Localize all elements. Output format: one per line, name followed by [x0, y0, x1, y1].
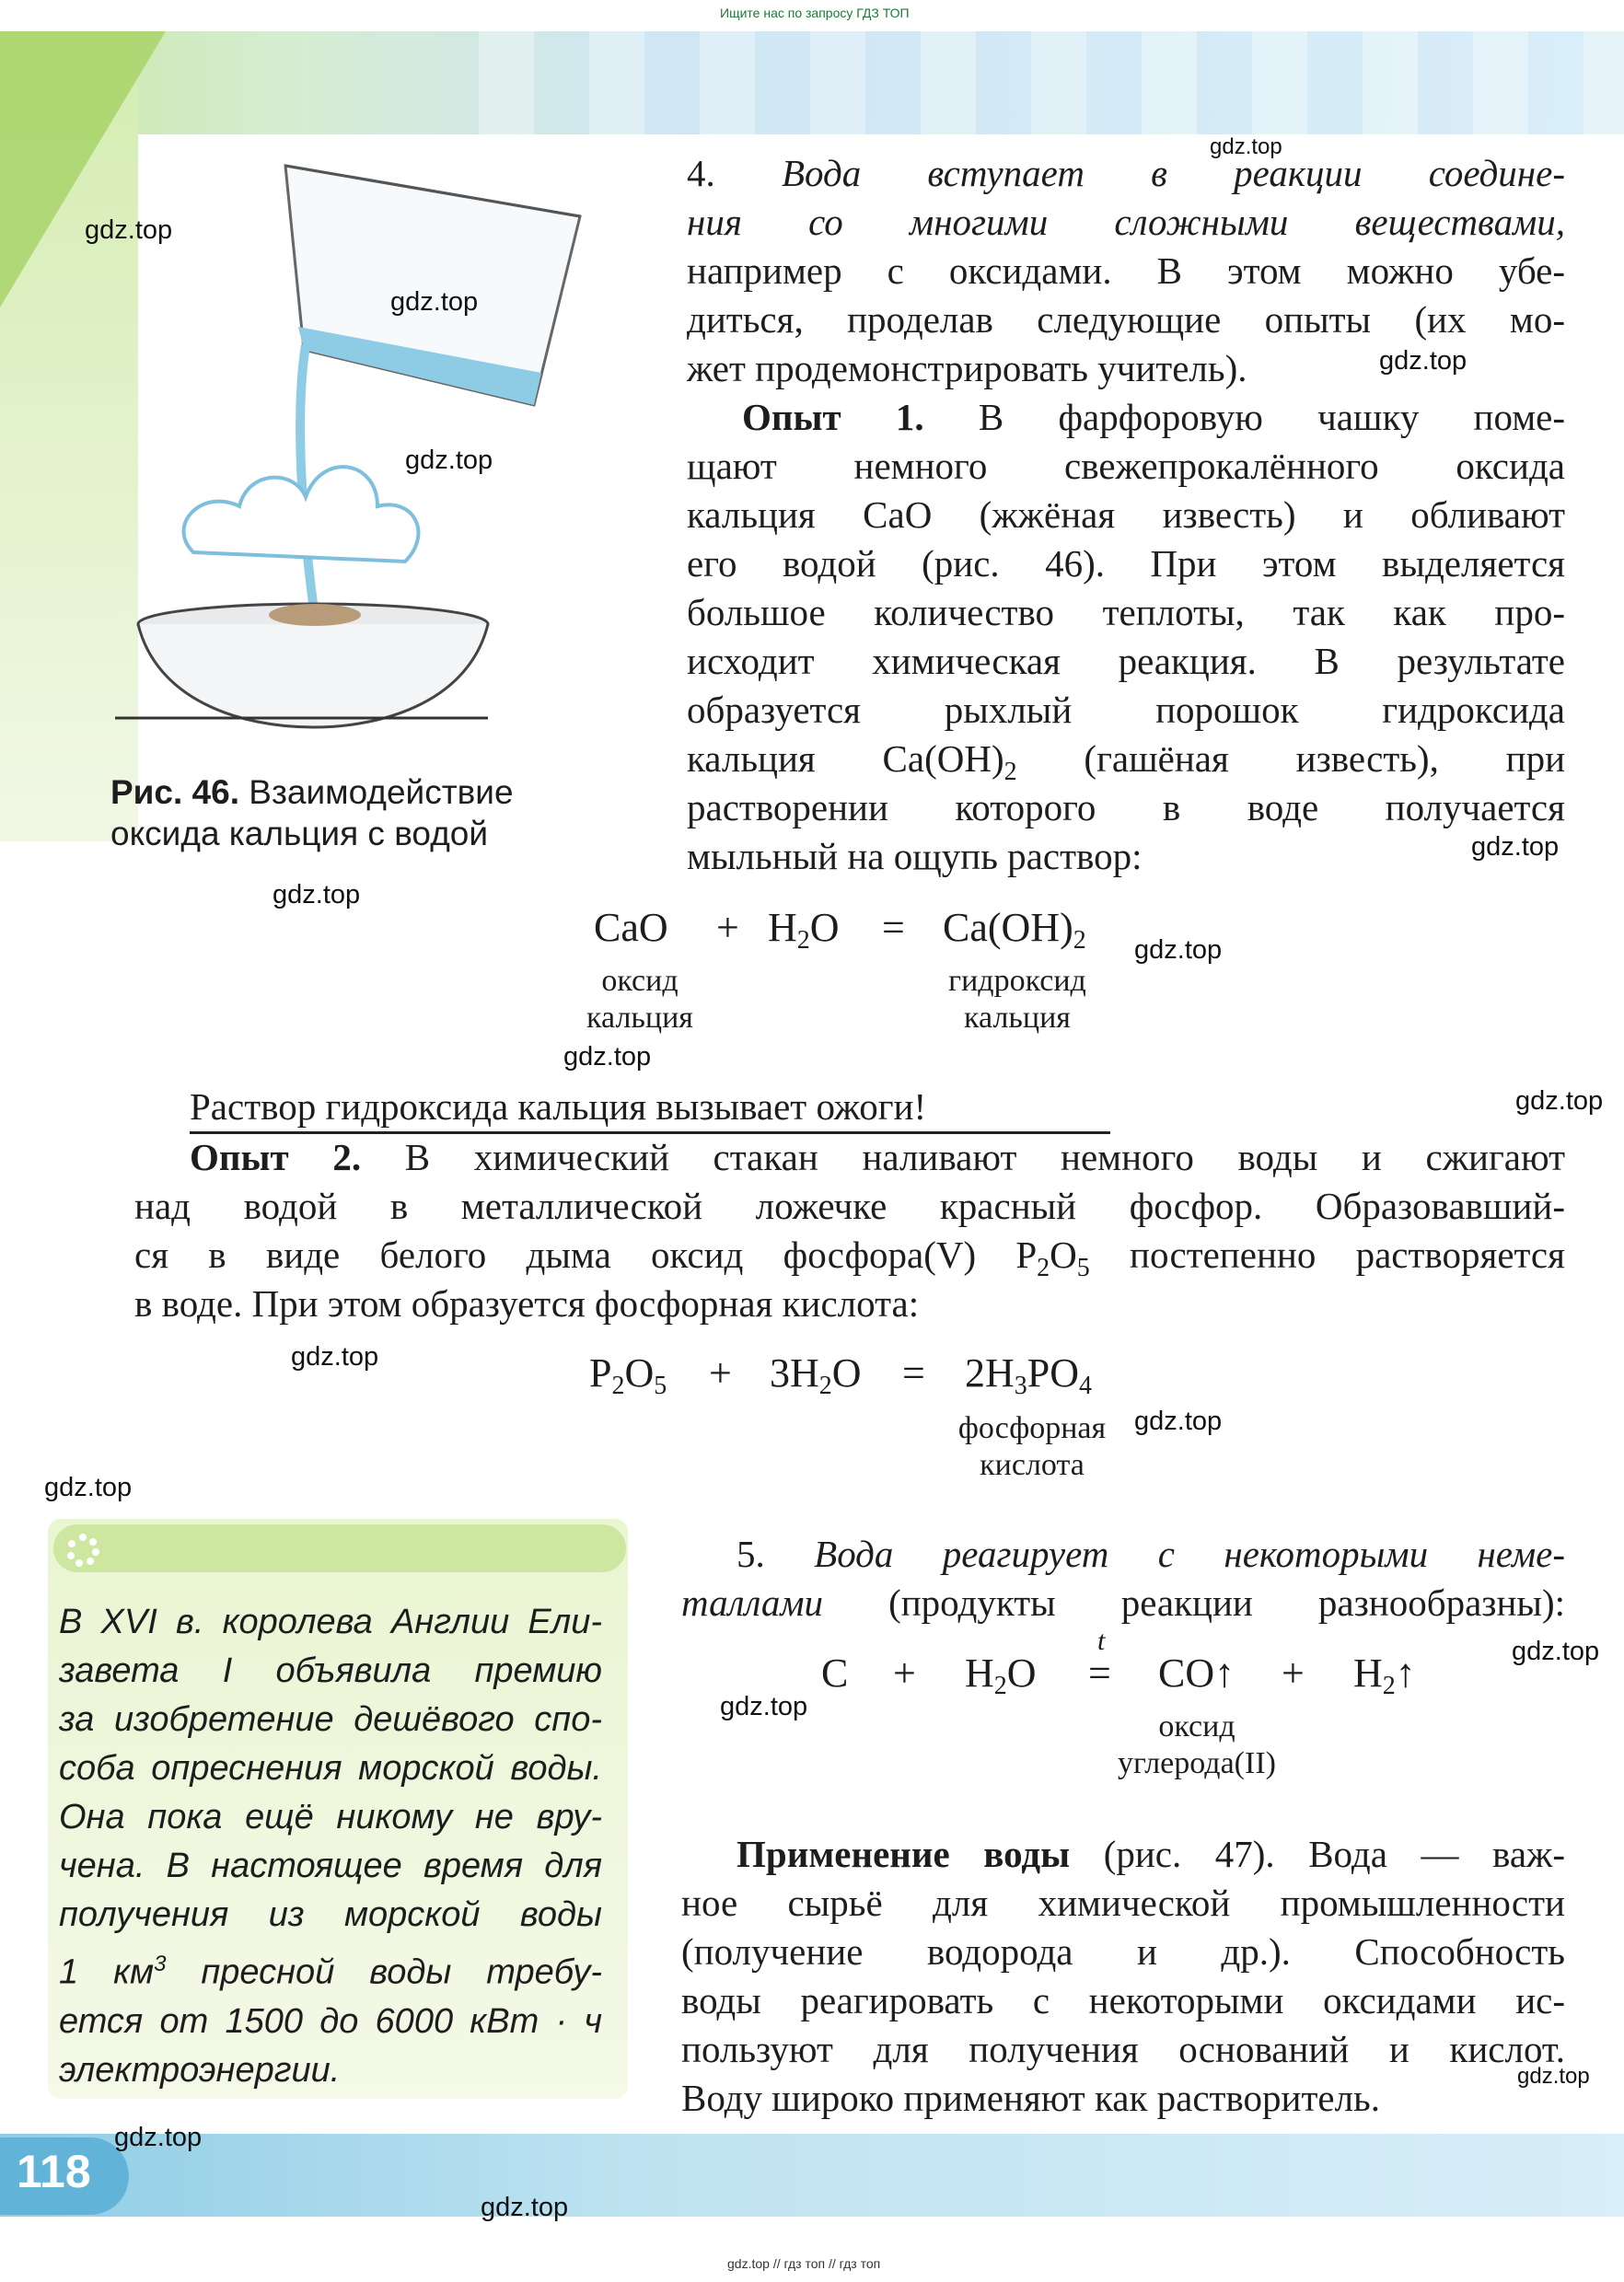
section5-italic-2: таллами — [681, 1581, 824, 1624]
experiment1-label: Опыт 1. — [742, 396, 924, 438]
bottom-watermark: gdz.top // гдз топ // гдз топ — [727, 2256, 881, 2271]
exp2-line3-end: постепенно растворяется — [1130, 1234, 1565, 1276]
figure-46-illustration — [101, 138, 617, 736]
experiment2-label: Опыт 2. — [190, 1136, 362, 1178]
experiment1-line1 — [742, 393, 1565, 442]
eq1-h: H — [768, 905, 797, 950]
equation3-condition: t — [1097, 1626, 1106, 1656]
label-oxide: оксид — [601, 964, 679, 998]
eq2-o: O — [624, 1350, 655, 1396]
formula-subscript: 2 — [1003, 758, 1017, 787]
watermark: gdz.top — [1517, 2064, 1590, 2089]
eq2-po4-sub: 4 — [1079, 1372, 1093, 1400]
watermark: gdz.top — [1134, 1407, 1223, 1436]
equation3-c: C — [821, 1651, 849, 1696]
experiment2-line2: над водой в металлической ложечке красный фосфор. Образовавший- — [134, 1185, 1565, 1227]
watermark: gdz.top — [85, 215, 173, 245]
eq2-water-o: O — [831, 1350, 862, 1396]
footer-band — [0, 2134, 1624, 2217]
eq3-h2-sub: 2 — [1382, 1672, 1396, 1700]
caption-text-line2: оксида кальция с водой — [110, 815, 489, 852]
eq1-h-sub: 2 — [796, 926, 810, 955]
eq2-2h: 2H — [965, 1350, 1015, 1396]
caption-text-line1: Взаимодействие — [249, 773, 514, 811]
label-carbon-ii: углерода(II) — [1118, 1746, 1276, 1780]
info-line5: Она пока ещё никому не вру- — [59, 1798, 602, 1836]
section4-number: 4. — [687, 152, 715, 194]
section4-italic-1: Вода вступает в реакции соедине- — [781, 152, 1565, 194]
eq2-o-sub: 5 — [654, 1372, 667, 1400]
info-line1: В XVI в. королева Англии Ели- — [59, 1603, 602, 1641]
application-heading: Применение воды — [737, 1833, 1071, 1875]
equation1-water — [768, 904, 840, 956]
watermark: gdz.top — [1471, 832, 1560, 862]
section4-line2: ния со многими сложными веществами, — [687, 201, 1565, 243]
experiment1-line2: щают немного свежепрокалённого оксида — [687, 445, 1565, 487]
watermark: gdz.top — [1515, 1086, 1604, 1116]
label-phosphoric: фосфорная — [957, 1411, 1107, 1445]
equation3-h2 — [1353, 1650, 1416, 1701]
section4-line5: жет продемонстрировать учитель). — [687, 347, 1247, 389]
experiment2-line1-rest: В химический стакан наливают немного воды и сжигают — [404, 1136, 1566, 1178]
info-line8-end: пресной воды требу- — [201, 1952, 602, 1992]
porcelain-bowl-icon — [138, 604, 488, 727]
header-stripe — [479, 31, 1624, 134]
eq2-po: PO — [1027, 1350, 1080, 1396]
section5-number: 5. — [737, 1533, 765, 1575]
experiment1-line6: исходит химическая реакция. В результате — [687, 640, 1565, 682]
equation2-plus: + — [709, 1350, 732, 1396]
application-line4: воды реагировать с некоторыми оксидами ис- — [681, 1979, 1565, 2021]
eq2-h-sub: 2 — [818, 1372, 832, 1400]
info-line3: за изобретение дешёвого спо- — [59, 1700, 602, 1739]
caption-label: Рис. 46. — [110, 773, 239, 811]
equation3-equals: = — [1088, 1651, 1111, 1696]
equation3-water — [965, 1650, 1037, 1701]
label-oxide-3: оксид — [1158, 1709, 1235, 1743]
info-line6: чена. В настоящее время для — [59, 1847, 602, 1885]
section5-line2-rest: (продукты реакции разнообразны): — [888, 1581, 1565, 1624]
section4-line4: диться, проделав следующие опыты (их мо- — [687, 298, 1565, 341]
eq2-p-sub: 2 — [611, 1372, 625, 1400]
watermark: gdz.top — [563, 1042, 652, 1071]
experiment2-line1 — [190, 1133, 1565, 1182]
exp2-sub2: 5 — [1076, 1254, 1090, 1283]
beaker-icon — [285, 166, 580, 405]
info-box-text — [59, 1598, 602, 2095]
info-line4: соба опреснения морской воды. — [59, 1749, 602, 1788]
exp2-o: O — [1050, 1234, 1077, 1276]
watermark: gdz.top — [291, 1342, 379, 1372]
eq2-3h: 3H — [770, 1350, 819, 1396]
watermark: gdz.top — [114, 2123, 203, 2152]
experiment2-line4: в воде. При этом образуется фосфорная кислота: — [134, 1282, 920, 1325]
eq3-o: O — [1006, 1651, 1037, 1696]
eq1-o: O — [809, 905, 840, 950]
label-calcium: кальция — [586, 1001, 693, 1035]
watermark: gdz.top — [481, 2193, 569, 2222]
info-line9: ется от 1500 до 6000 кВт · ч — [59, 2001, 602, 2041]
eq2-h3-sub: 3 — [1014, 1372, 1027, 1400]
eq3-arrow: ↑ — [1395, 1651, 1416, 1696]
equation3-co: CO↑ — [1158, 1651, 1235, 1696]
watermark: gdz.top — [390, 287, 479, 317]
watermark: gdz.top — [1512, 1637, 1600, 1666]
watermark: gdz.top — [1379, 346, 1467, 376]
figure-caption — [110, 771, 626, 854]
page-number: 118 — [17, 2146, 91, 2197]
watermark: gdz.top — [1134, 935, 1223, 965]
experiment1-line9: растворении которого в воде получается — [687, 786, 1565, 828]
eq1-caoh: Ca(OH) — [943, 905, 1073, 950]
watermark: gdz.top — [1210, 134, 1282, 159]
label-calcium-2: кальция — [964, 1001, 1071, 1035]
info-line2: завета I объявила премию — [59, 1651, 602, 1690]
info-line10: электроэнергии. — [59, 2050, 341, 2090]
equation1-equals: = — [882, 905, 905, 950]
equation3-label — [1086, 1709, 1307, 1782]
experiment1-line7: образуется рыхлый порошок гидроксида — [687, 689, 1565, 731]
watermark: gdz.top — [273, 880, 361, 909]
equation2-equals: = — [902, 1350, 925, 1396]
eq3-h-sub: 2 — [993, 1672, 1007, 1700]
experiment1-line8-end: (гашёная известь), при — [1084, 737, 1566, 780]
equation1-product — [943, 904, 1086, 956]
equation2-product — [965, 1350, 1092, 1401]
experiment1-line10: мыльный на ощупь раствор: — [687, 835, 1143, 877]
section5-italic-1: Вода реагирует с некоторыми неме- — [814, 1533, 1566, 1575]
top-search-watermark[interactable]: Ищите нас по запросу ГДЗ ТОП — [720, 6, 910, 20]
eq3-h: H — [965, 1651, 994, 1696]
watermark: gdz.top — [720, 1692, 808, 1721]
info-box-header — [53, 1524, 626, 1572]
section5-line2 — [681, 1579, 1565, 1628]
info-line7: получения из морской воды — [59, 1895, 602, 1934]
experiment1-line4: его водой (рис. 46). При этом выделяется — [687, 542, 1565, 585]
application-line6: Воду широко применяют как растворитель. — [681, 2077, 1380, 2119]
application-line1-rest: (рис. 47). Вода — важ- — [1103, 1833, 1565, 1875]
application-line2: ное сырьё для химической промышленности — [681, 1882, 1565, 1924]
info-line8-start: 1 км — [59, 1952, 155, 1992]
exp2-sub1: 2 — [1037, 1254, 1050, 1283]
eq3-h2: H — [1353, 1651, 1383, 1696]
warning-text: Раствор гидроксида кальция вызывает ожоги! — [190, 1083, 1110, 1134]
experiment1-line3: кальция CaO (жжёная известь) и обливают — [687, 493, 1565, 536]
equation2-label-product — [935, 1410, 1129, 1484]
eq2-p: P — [589, 1350, 612, 1396]
equation1-label-cao — [571, 963, 709, 1037]
info-km-sup: 3 — [154, 1952, 167, 1976]
watermark: gdz.top — [405, 446, 493, 475]
application-line5: пользуют для получения оснований и кислот. — [681, 2028, 1565, 2070]
equation2-water — [770, 1350, 862, 1401]
section4-line1 — [687, 149, 1565, 198]
watermark: gdz.top — [44, 1473, 133, 1502]
exp2-line3-start: ся в виде белого дыма оксид фосфора(V) P — [134, 1234, 1038, 1276]
application-line3: (получение водорода и др.). Способность — [681, 1930, 1565, 1973]
equation3-plus2: + — [1282, 1651, 1305, 1696]
equation1-label-product — [930, 963, 1105, 1037]
experiment1-line1-rest: В фарфоровую чашку поме- — [978, 396, 1565, 438]
application-line1 — [737, 1830, 1565, 1879]
info-line8 — [59, 1940, 602, 1998]
calcium-hydroxide-formula: кальция Ca(OH) — [687, 737, 1004, 780]
equation3-plus1: + — [893, 1651, 916, 1696]
equation1-cao: CaO — [594, 905, 668, 950]
label-acid: кислота — [980, 1448, 1085, 1482]
equation1-plus: + — [716, 905, 739, 950]
eq1-caoh-sub: 2 — [1073, 926, 1086, 955]
section4-line3: например с оксидами. В этом можно убе- — [687, 249, 1565, 292]
label-hydroxide: гидроксид — [948, 964, 1086, 998]
section5-line1 — [737, 1530, 1565, 1579]
info-dots-icon — [64, 1532, 101, 1569]
equation2-p2o5 — [589, 1350, 667, 1401]
experiment1-line5: большое количество теплоты, так как про- — [687, 591, 1565, 633]
